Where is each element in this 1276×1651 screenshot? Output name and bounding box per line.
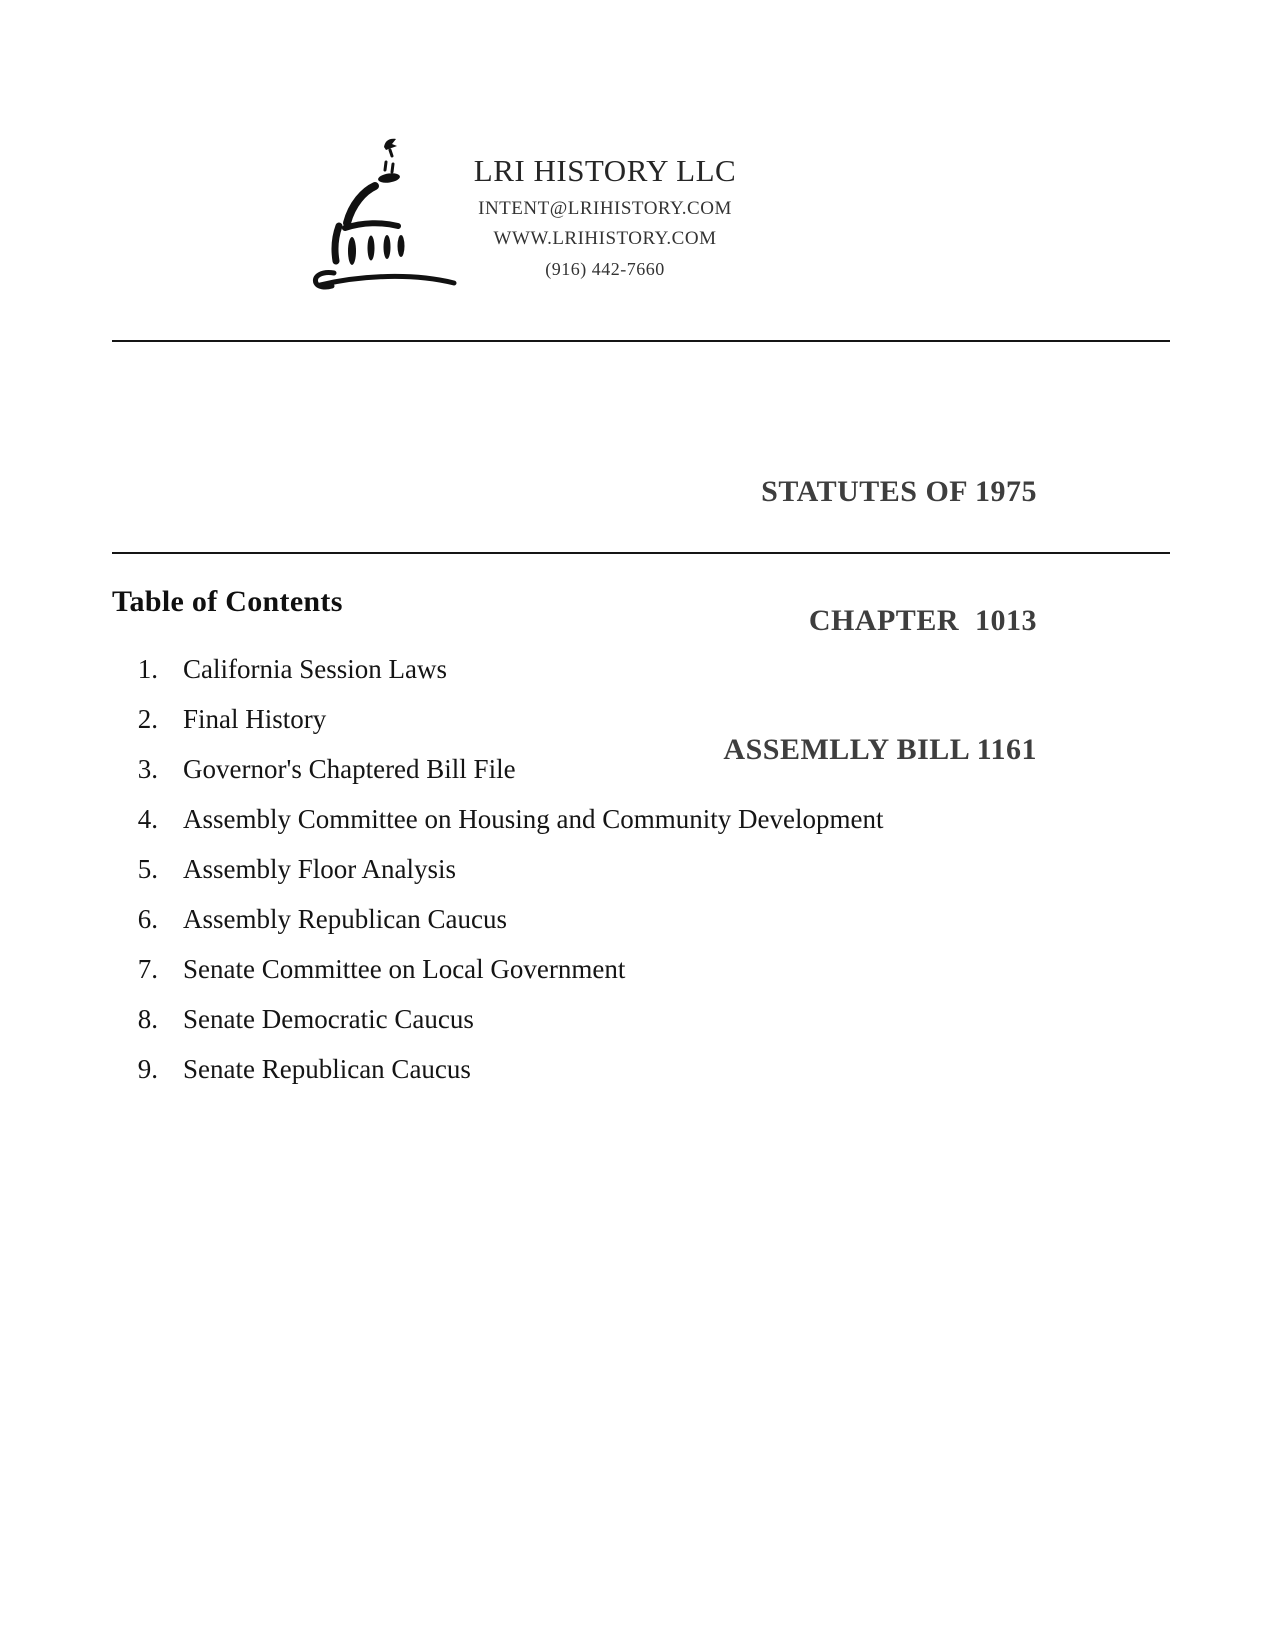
toc-item-label: Assembly Floor Analysis — [183, 854, 457, 884]
toc-item — [112, 644, 1132, 694]
company-phone: (916) 442-7660 — [545, 259, 665, 279]
toc-item-number: 5. — [137, 854, 158, 884]
statutes-line: STATUTES OF 1975 — [761, 475, 1037, 508]
toc-item — [112, 1044, 1132, 1094]
capitol-dome-icon — [308, 134, 458, 294]
toc-item-label: Senate Democratic Caucus — [183, 1004, 474, 1034]
company-name: LRI HISTORY LLC — [473, 153, 737, 188]
toc-item-number: 8. — [137, 1004, 158, 1034]
toc-item — [112, 694, 1132, 744]
table-of-contents — [112, 585, 1132, 1094]
toc-item-label: Governor's Chaptered Bill File — [183, 754, 516, 784]
toc-item-number: 7. — [137, 954, 158, 984]
toc-item-label: Senate Republican Caucus — [183, 1054, 471, 1084]
toc-item-label: Senate Committee on Local Government — [183, 954, 626, 984]
chapter-line: CHAPTER 1013 — [808, 604, 1037, 637]
assembly-bill-line: ASSEMLLY BILL 1161 — [723, 733, 1037, 766]
toc-item-number: 2. — [137, 704, 158, 734]
horizontal-rule-bottom — [112, 552, 1170, 554]
toc-item-label: Assembly Committee on Housing and Community Development — [183, 804, 884, 834]
toc-item-number: 3. — [137, 754, 158, 784]
company-email: INTENT@LRIHISTORY.COM — [478, 198, 732, 219]
horizontal-rule-top — [112, 340, 1170, 342]
toc-item — [112, 994, 1132, 1044]
toc-list — [112, 644, 1132, 1094]
company-logo — [308, 134, 458, 294]
toc-item-number: 1. — [137, 654, 158, 684]
toc-item — [112, 894, 1132, 944]
toc-item — [112, 844, 1132, 894]
toc-item — [112, 944, 1132, 994]
toc-item-label: California Session Laws — [183, 654, 447, 684]
toc-item-number: 4. — [137, 804, 158, 834]
toc-title: Table of Contents — [112, 585, 343, 618]
toc-item-label: Final History — [183, 704, 327, 734]
toc-item-label: Assembly Republican Caucus — [183, 904, 507, 934]
toc-item — [112, 794, 1132, 844]
letterhead — [450, 152, 760, 284]
toc-item-number: 6. — [137, 904, 158, 934]
flag-shape — [384, 139, 397, 150]
toc-item — [112, 744, 1132, 794]
company-website: WWW.LRIHISTORY.COM — [493, 228, 717, 249]
toc-item-number: 9. — [137, 1054, 158, 1084]
